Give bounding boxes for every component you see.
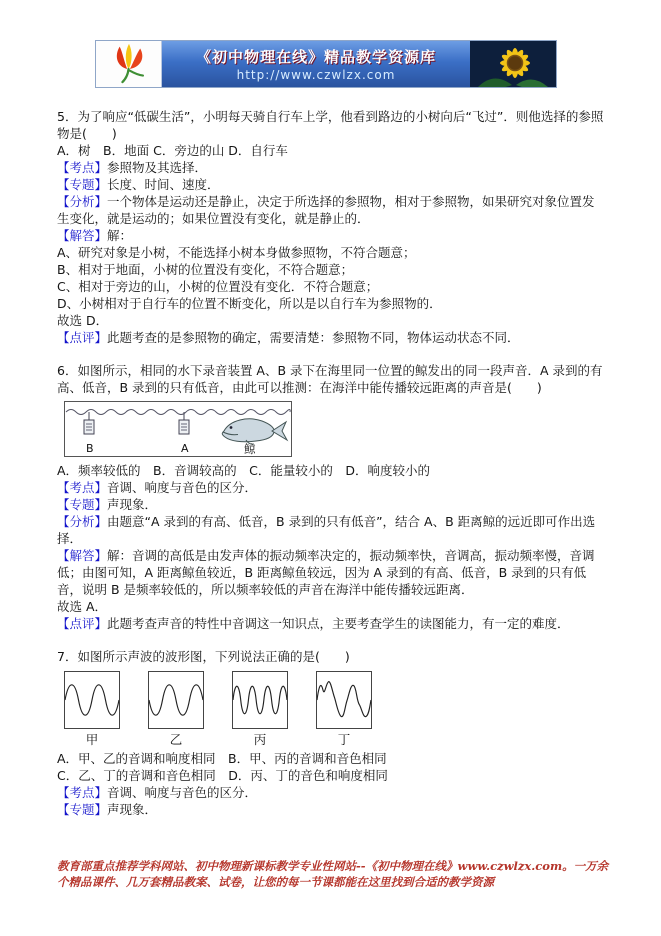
footer-text: 教育部重点推荐学科网站、初中物理新课标教学专业性网站--《初中物理在线》www.czwlzx.com。一万余个精品课件、几万套精品教案、试卷，让您的每一节课都能在这里找到合适的教学资源 xyxy=(57,859,609,889)
answer-line xyxy=(57,244,607,261)
line-text: D、小树相对于自行车的位置不断变化，所以是以自行车为参照物的． xyxy=(57,296,442,311)
question-7-stem: 7．如图所示声波的波形图，下列说法正确的是( ) xyxy=(57,649,350,664)
answer-line xyxy=(57,278,607,295)
answer-line xyxy=(57,312,607,329)
line-text: 故选 A． xyxy=(57,599,108,614)
question-5-options: A．树 B．地面 C．旁边的山 D．自行车 xyxy=(57,143,288,158)
waveform-figure-3 xyxy=(232,671,288,747)
waveform-label: 丁 xyxy=(337,732,351,747)
section-tag: 【分析】 xyxy=(57,194,108,209)
line-text: 参照物及其选择． xyxy=(107,160,208,175)
waveform-label: 乙 xyxy=(169,732,183,747)
section-tag: 【考点】 xyxy=(57,160,108,175)
line-text: 由题意“A 录到的有高、低音，B 录到的只有低音”，结合 A、B 距离鲸的远近即可作出选择． xyxy=(57,514,596,546)
figure-label-whale: 鲸 xyxy=(244,442,256,456)
section-tag: 【解答】 xyxy=(57,548,108,563)
line-text: 故选 D． xyxy=(57,313,109,328)
sunflower-icon xyxy=(470,74,556,87)
line-text: 解： xyxy=(107,228,133,243)
line-text: C、相对于旁边的山，小树的位置没有变化．不符合题意； xyxy=(57,279,379,294)
question-6-options: A．频率较低的 B．音调较高的 C．能量较小的 D．响度较小的 xyxy=(57,463,430,478)
section-tag: 【考点】 xyxy=(57,480,108,495)
question-6-stem: 6．如图所示，相同的水下录音装置 A、B 录下在海里同一位置的鲸发出的同一段声音．A 录到的有高、低音，B 录到的只有低音，由此可以推测：在海洋中能传播较远距离的声音是( ) xyxy=(57,363,603,395)
question-6 xyxy=(57,362,607,632)
site-banner xyxy=(95,40,557,88)
question-5-stem: 5．为了响应“低碳生活”，小明每天骑自行车上学，他看到路边的小树向后“飞过”．则他选择的参照物是( ) xyxy=(57,109,604,141)
line-text: 声现象． xyxy=(107,497,158,512)
line-text: 此题考查声音的特性中音调这一知识点，主要考查学生的读图能力，有一定的难度． xyxy=(107,616,570,631)
waveform-figure-4 xyxy=(316,671,372,747)
answer-line xyxy=(57,295,607,312)
waveform-label: 丙 xyxy=(253,732,267,747)
tagged-line xyxy=(57,329,607,346)
sine-wave-2cycles-inverted xyxy=(149,685,203,715)
question-7-options-ab: A．甲、乙的音调和响度相同 B．甲、丙的音调和音色相同 xyxy=(57,751,387,766)
banner-title: 《初中物理在线》精品教学资源库 xyxy=(195,48,436,66)
line-text: 解：音调的高低是由发声体的振动频率决定的，振动频率快，音调高，振动频率慢，音调低；由图可知，A 距离鲸鱼较近，B 距离鲸鱼较远，因为 A 录到的有高、低音，B 录到的只有低音，说明 B 是频率较低的，所以频率较低的声音在海洋中能传播较远距离． xyxy=(57,548,595,597)
answer-line xyxy=(57,261,607,278)
section-tag: 【点评】 xyxy=(57,330,108,345)
section-tag: 【点评】 xyxy=(57,616,108,631)
answer-line xyxy=(57,598,607,615)
line-text: 音调、响度与音色的区分． xyxy=(107,785,258,800)
tagged-line xyxy=(57,159,607,176)
section-tag: 【专题】 xyxy=(57,802,108,817)
waveform-figure-2 xyxy=(148,671,204,747)
tagged-line xyxy=(57,176,607,193)
tagged-line xyxy=(57,496,607,513)
tagged-line xyxy=(57,615,607,632)
line-text: A、研究对象是小树，不能选择小树本身做参照物，不符合题意； xyxy=(57,245,416,260)
sine-wave-high-frequency xyxy=(233,686,287,713)
question-7 xyxy=(57,648,607,818)
complex-wave xyxy=(317,682,371,717)
line-text: 此题考查的是参照物的确定，需要清楚：参照物不同，物体运动状态不同． xyxy=(107,330,520,345)
waveform-figure-1 xyxy=(64,671,120,747)
line-text: 长度、时间、速度． xyxy=(107,177,220,192)
banner-logo-area xyxy=(96,41,162,87)
section-tag: 【考点】 xyxy=(57,785,108,800)
tagged-line xyxy=(57,227,607,244)
tulip-logo-icon xyxy=(101,41,157,88)
question-7-options-cd: C．乙、丁的音调和音色相同 D．丙、丁的音色和响度相同 xyxy=(57,768,388,783)
tagged-line xyxy=(57,784,607,801)
line-text: B、相对于地面，小树的位置没有变化，不符合题意； xyxy=(57,262,354,277)
site-footer xyxy=(57,858,613,890)
section-tag: 【分析】 xyxy=(57,514,108,529)
sine-wave-2cycles xyxy=(65,685,119,715)
waveform-label: 甲 xyxy=(85,732,99,747)
line-text: 一个物体是运动还是静止，决定于所选择的参照物，相对于参照物，如果研究对象位置发生变化，就是运动的；如果位置没有变化，就是静止的． xyxy=(57,194,595,226)
banner-url: http://www.czwlzx.com xyxy=(236,68,396,82)
banner-photo-area xyxy=(470,41,556,87)
section-tag: 【专题】 xyxy=(57,177,108,192)
line-text: 声现象． xyxy=(107,802,158,817)
tagged-line xyxy=(57,479,607,496)
figure-label-b: B xyxy=(86,442,94,455)
figure-label-a: A xyxy=(181,442,189,455)
section-tag: 【解答】 xyxy=(57,228,108,243)
whale-recording-figure xyxy=(64,401,607,457)
document-content xyxy=(57,108,607,818)
question-5 xyxy=(57,108,607,346)
banner-text-area xyxy=(162,41,470,87)
tagged-line xyxy=(57,801,607,818)
tagged-line xyxy=(57,513,607,547)
line-text: 音调、响度与音色的区分． xyxy=(107,480,258,495)
section-tag: 【专题】 xyxy=(57,497,108,512)
tagged-line xyxy=(57,193,607,227)
waveform-figure-row xyxy=(64,671,607,747)
tagged-line xyxy=(57,547,607,598)
